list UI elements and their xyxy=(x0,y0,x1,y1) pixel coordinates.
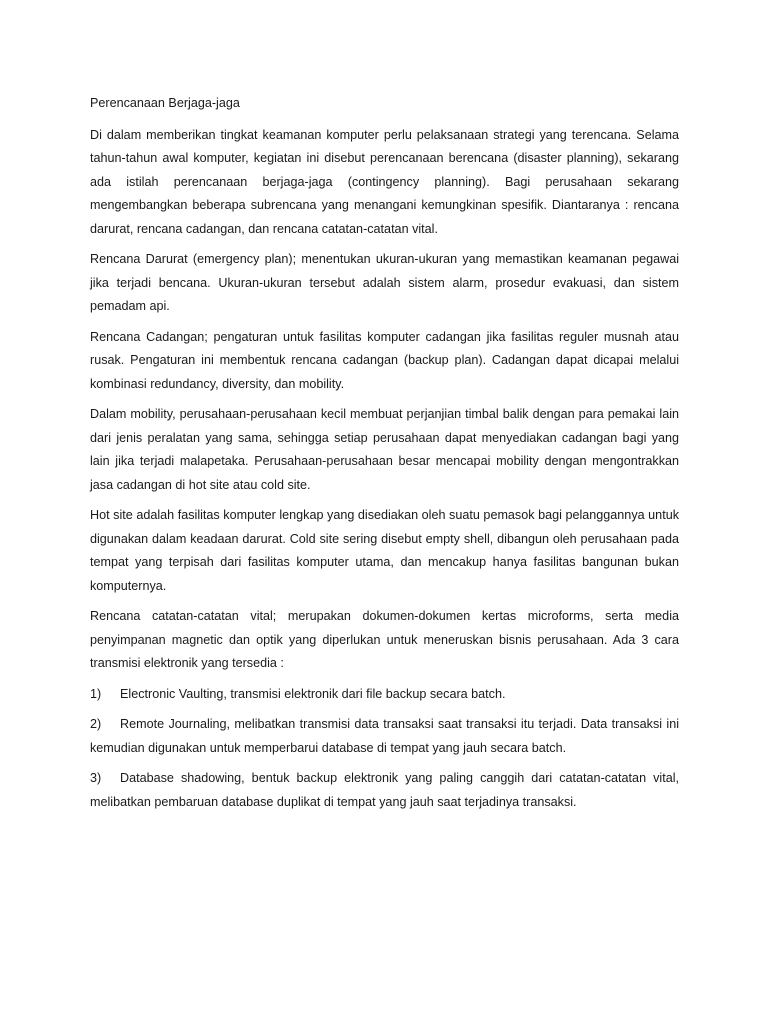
paragraph-backup-plan: Rencana Cadangan; pengaturan untuk fasilitas komputer cadangan jika fasilitas reguler musnah atau rusak. Pengaturan ini membentuk rencana cadangan (backup plan). Cadangan dapat dicapai melalui kombinasi redundancy, diversity, dan mobility. xyxy=(90,329,679,391)
list-item xyxy=(90,683,679,707)
paragraph-intro: Di dalam memberikan tingkat keamanan komputer perlu pelaksanaan strategi yang terencana. Selama tahun-tahun awal komputer, kegiatan ini disebut perencanaan berencana (disaster planning), sekarang ada istilah perencanaan berjaga-jaga (contingency planning). Bagi perusahaan sekarang mengembangkan beberapa subrencana yang menangani kemungkinan spesifik. Diantaranya : rencana darurat, rencana cadangan, dan rencana catatan-catatan vital. xyxy=(90,127,679,236)
list-item-text: Database shadowing, bentuk backup elektronik yang paling canggih dari catatan-catatan vital, melibatkan pembaruan database duplikat di tempat yang jauh saat terjadinya transaksi. xyxy=(90,771,679,809)
list-item-number: 2) xyxy=(90,717,102,731)
document-title: Perencanaan Berjaga-jaga xyxy=(90,96,240,110)
list-item-number: 1) xyxy=(90,686,102,701)
paragraph-emergency-plan: Rencana Darurat (emergency plan); menentukan ukuran-ukuran yang memastikan keamanan pegawai jika terjadi bencana. Ukuran-ukuran tersebut adalah sistem alarm, prosedur evakuasi, dan sistem pemadam api. xyxy=(90,252,679,313)
list-item-number: 3) xyxy=(90,771,102,785)
list-item-text: Remote Journaling, melibatkan transmisi data transaksi saat transaksi itu terjadi. Data transaksi ini kemudian digunakan untuk memperbarui database di tempat yang jauh secara batch. xyxy=(90,717,679,755)
paragraph-hot-cold-site: Hot site adalah fasilitas komputer lengkap yang disediakan oleh suatu pemasok bagi pelanggannya untuk digunakan dalam keadaan darurat. Cold site sering disebut empty shell, dibangun oleh perusahaan pada tempat yang terpisah dari fasilitas komputer utama, dan mencakup hanya fasilitas bangunan bukan komputernya. xyxy=(90,508,679,593)
list-item xyxy=(90,767,679,814)
paragraph-vital-records: Rencana catatan-catatan vital; merupakan dokumen-dokumen kertas microforms, serta media penyimpanan magnetic dan optik yang diperlukan untuk meneruskan bisnis perusahaan. Ada 3 cara transmisi elektronik yang tersedia : xyxy=(90,609,679,670)
list-item-text: Electronic Vaulting, transmisi elektronik dari file backup secara batch. xyxy=(120,686,506,701)
paragraph-mobility: Dalam mobility, perusahaan-perusahaan kecil membuat perjanjian timbal balik dengan para pemakai lain dari jenis peralatan yang sama, sehingga setiap perusahaan dapat menyediakan cadangan bagi yang lain jika terjadi malapetaka. Perusahaan-perusahaan besar mencapai mobility dengan mengontrakkan jasa cadangan di hot site atau cold site. xyxy=(90,407,679,492)
list-item xyxy=(90,713,679,760)
